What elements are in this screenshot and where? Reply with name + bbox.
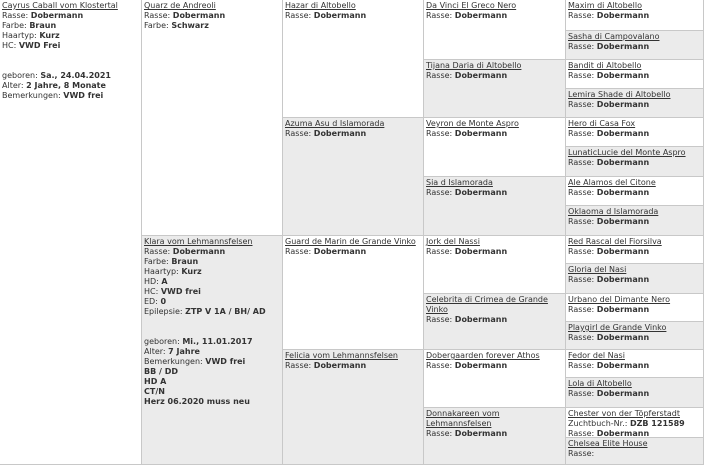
- gg-grandparent-name-link[interactable]: Gloria del Nasi: [568, 265, 627, 274]
- great-grandparent-name-link[interactable]: Da Vinci El Greco Nero: [426, 1, 517, 10]
- subject-haartyp: Haartyp: Kurz: [2, 31, 60, 40]
- gg-grandparent-name-link[interactable]: Red Rascal del Fiorsilva: [568, 237, 662, 246]
- gg-grandparent-name-link[interactable]: Urbano del Dimante Nero: [568, 295, 671, 304]
- gg-grandparent-rasse: Rasse: Dobermann: [568, 217, 650, 226]
- gg-grandparent-rasse: Rasse: Dobermann: [568, 305, 650, 314]
- gg-grandparent-rasse: Rasse: Dobermann: [568, 429, 650, 438]
- gg-grandparent-cell: [566, 60, 704, 89]
- subject-hc: HC: VWD Frei: [2, 41, 61, 50]
- gg-grandparent-cell: [566, 438, 704, 465]
- great-grandparent-name-link[interactable]: Dobergaarden forever Athos: [426, 351, 540, 360]
- grandparent-rasse: Rasse: Dobermann: [285, 129, 367, 138]
- gg-grandparent-rasse: Rasse: Dobermann: [568, 11, 650, 20]
- great-grandparent-rasse: Rasse: Dobermann: [426, 71, 508, 80]
- gg-grandparent-name-link[interactable]: Chester von der Töpferstadt: [568, 409, 680, 418]
- dam-geboren: geboren: Mi., 11.01.2017: [144, 337, 253, 346]
- great-grandparent-name-link[interactable]: Veyron de Monte Aspro: [426, 119, 519, 128]
- dam-alter: Alter: 7 Jahre: [144, 347, 200, 356]
- sire-cell: [142, 0, 283, 236]
- dam-rasse: Rasse: Dobermann: [144, 247, 226, 256]
- gg-grandparent-rasse: Rasse: Dobermann: [568, 158, 650, 167]
- dam-bemerkungen: Bemerkungen: VWD frei: [144, 357, 246, 366]
- dam-note: BB / DD: [144, 367, 178, 376]
- gg-grandparent-rasse: Rasse: Dobermann: [568, 333, 650, 342]
- gg-grandparent-rasse: Rasse: Dobermann: [568, 361, 650, 370]
- subject-rasse: Rasse: Dobermann: [2, 11, 84, 20]
- subject-alter: Alter: 2 Jahre, 8 Monate: [2, 81, 106, 90]
- dam-haartyp: Haartyp: Kurz: [144, 267, 202, 276]
- dam-cell: [142, 236, 283, 465]
- subject-cell: [0, 0, 142, 465]
- sire-farbe: Farbe: Schwarz: [144, 21, 209, 30]
- dam-note: CT/N: [144, 387, 165, 396]
- gg-grandparent-cell: [566, 264, 704, 294]
- gg-grandparent-name-link[interactable]: LunaticLucie del Monte Aspro: [568, 148, 686, 157]
- great-grandparent-cell: [424, 177, 566, 236]
- gg-grandparent-name-link[interactable]: Fedor del Nasi: [568, 351, 625, 360]
- dam-ed: ED: 0: [144, 297, 167, 306]
- great-grandparent-name-link[interactable]: Tijana Daria di Altobello: [426, 61, 522, 70]
- gg-grandparent-rasse: Rasse: Dobermann: [568, 275, 650, 284]
- subject-geboren: geboren: Sa., 24.04.2021: [2, 71, 111, 80]
- gg-grandparent-rasse: Rasse: Dobermann: [568, 188, 650, 197]
- gg-grandparent-cell: [566, 147, 704, 177]
- gg-grandparent-rasse: Rasse:: [568, 449, 595, 458]
- gg-grandparent-cell: [566, 408, 704, 438]
- grandparent-cell: [283, 350, 424, 465]
- grandparent-cell: [283, 0, 424, 118]
- gg-grandparent-cell: [566, 206, 704, 236]
- gg-grandparent-rasse: Rasse: Dobermann: [568, 42, 650, 51]
- great-grandparent-rasse: Rasse: Dobermann: [426, 129, 508, 138]
- dam-hd: HD: A: [144, 277, 168, 286]
- subject-bemerkungen: Bemerkungen: VWD frei: [2, 91, 104, 100]
- gg-grandparent-name-link[interactable]: Oklaoma d Islamorada: [568, 207, 659, 216]
- gg-grandparent-cell: [566, 236, 704, 264]
- grandparent-name-link[interactable]: Azuma Asu d Islamorada: [285, 119, 385, 128]
- grandparent-rasse: Rasse: Dobermann: [285, 247, 367, 256]
- great-grandparent-cell: [424, 0, 566, 60]
- gg-grandparent-cell: [566, 177, 704, 206]
- gg-grandparent-cell: [566, 0, 704, 31]
- great-grandparent-cell: [424, 294, 566, 350]
- sire-rasse: Rasse: Dobermann: [144, 11, 226, 20]
- great-grandparent-name-link[interactable]: Sia d Islamorada: [426, 178, 493, 187]
- great-grandparent-name-link[interactable]: Jork del Nassi: [426, 237, 480, 246]
- gg-grandparent-cell: [566, 31, 704, 60]
- subject-farbe: Farbe: Braun: [2, 21, 57, 30]
- dam-farbe: Farbe: Braun: [144, 257, 199, 266]
- gg-grandparent-cell: [566, 89, 704, 118]
- gg-grandparent-name-link[interactable]: Chelsea Elite House: [568, 439, 648, 448]
- great-grandparent-name-link[interactable]: Donnakareen vom Lehmannsfelsen: [426, 409, 500, 428]
- gg-grandparent-rasse: Rasse: Dobermann: [568, 247, 650, 256]
- gg-grandparent-cell: [566, 350, 704, 378]
- gg-grandparent-name-link[interactable]: Bandit di Altobello: [568, 61, 642, 70]
- great-grandparent-rasse: Rasse: Dobermann: [426, 11, 508, 20]
- gg-grandparent-name-link[interactable]: Maxim di Altobello: [568, 1, 643, 10]
- grandparent-cell: [283, 118, 424, 236]
- great-grandparent-rasse: Rasse: Dobermann: [426, 315, 508, 324]
- gg-grandparent-zuchtbuch: Zuchtbuch-Nr.: DZB 121589: [568, 419, 685, 428]
- grandparent-name-link[interactable]: Hazar di Altobello: [285, 1, 356, 10]
- gg-grandparent-cell: [566, 322, 704, 350]
- dam-epilepsie: Epilepsie: ZTP V 1A / BH/ AD: [144, 307, 266, 316]
- dam-hc: HC: VWD frei: [144, 287, 201, 296]
- dam-note: HD A: [144, 377, 167, 386]
- grandparent-rasse: Rasse: Dobermann: [285, 11, 367, 20]
- grandparent-cell: [283, 236, 424, 350]
- great-grandparent-cell: [424, 118, 566, 177]
- gg-grandparent-name-link[interactable]: Sasha di Campovalano: [568, 32, 660, 41]
- gg-grandparent-name-link[interactable]: Ale Alamos del Citone: [568, 178, 656, 187]
- gg-grandparent-name-link[interactable]: Lemira Shade di Altobello: [568, 90, 671, 99]
- gg-grandparent-cell: [566, 378, 704, 408]
- great-grandparent-rasse: Rasse: Dobermann: [426, 247, 508, 256]
- dam-note: Herz 06.2020 muss neu: [144, 397, 250, 406]
- great-grandparent-cell: [424, 350, 566, 408]
- great-grandparent-rasse: Rasse: Dobermann: [426, 429, 508, 438]
- grandparent-rasse: Rasse: Dobermann: [285, 361, 367, 370]
- sire-name-link[interactable]: Quarz de Andreoli: [144, 1, 216, 10]
- gg-grandparent-cell: [566, 118, 704, 147]
- great-grandparent-cell: [424, 60, 566, 118]
- dam-name-link[interactable]: Klara vom Lehmannsfelsen: [144, 237, 253, 246]
- gg-grandparent-cell: [566, 294, 704, 322]
- gg-grandparent-name-link[interactable]: Lola di Altobello: [568, 379, 632, 388]
- gg-grandparent-rasse: Rasse: Dobermann: [568, 129, 650, 138]
- great-grandparent-cell: [424, 408, 566, 465]
- gg-grandparent-name-link[interactable]: Hero di Casa Fox: [568, 119, 636, 128]
- subject-name-link[interactable]: Cayrus Caball vom Klostertal: [2, 1, 118, 10]
- great-grandparent-rasse: Rasse: Dobermann: [426, 361, 508, 370]
- grandparent-name-link[interactable]: Felicia vom Lehmannsfelsen: [285, 351, 398, 360]
- great-grandparent-cell: [424, 236, 566, 294]
- gg-grandparent-rasse: Rasse: Dobermann: [568, 100, 650, 109]
- great-grandparent-name-link[interactable]: Celebrita di Crimea de Grande Vinko: [426, 295, 548, 314]
- gg-grandparent-name-link[interactable]: Playgirl de Grande Vinko: [568, 323, 667, 332]
- grandparent-name-link[interactable]: Guard de Marin de Grande Vinko: [285, 237, 416, 246]
- gg-grandparent-rasse: Rasse: Dobermann: [568, 71, 650, 80]
- gg-grandparent-rasse: Rasse: Dobermann: [568, 389, 650, 398]
- great-grandparent-rasse: Rasse: Dobermann: [426, 188, 508, 197]
